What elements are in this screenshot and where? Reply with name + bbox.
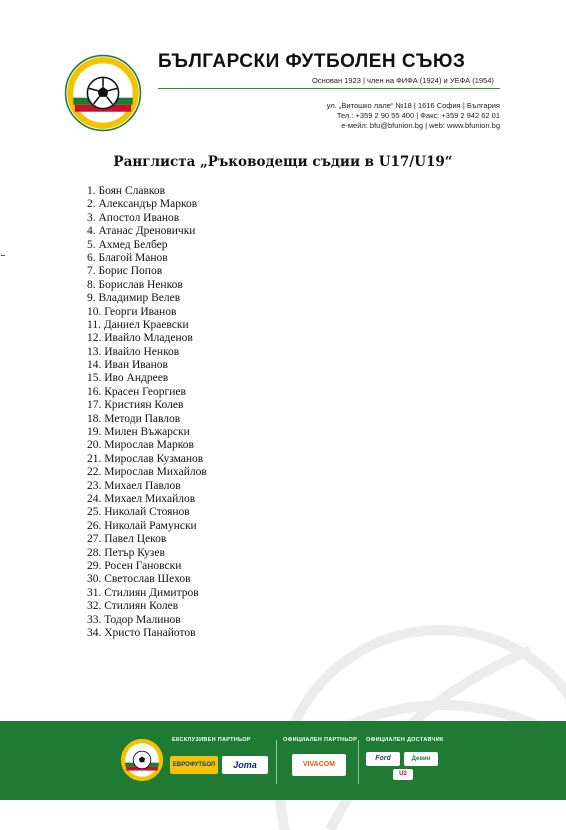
referee-list-item: 1. Боян Славков xyxy=(87,185,166,197)
referee-list-item: 16. Красен Георгиев xyxy=(87,385,186,398)
referee-list xyxy=(87,185,207,640)
email-web-line: е-мейл: bfu@bfunion.bg | web: www.bfunion.bg xyxy=(341,121,500,130)
referee-list-item: 13. Ивайло Ненков xyxy=(87,345,180,358)
referee-list-item: 17. Кристиян Колев xyxy=(87,399,184,412)
referee-list-item: 12. Ивайло Младенов xyxy=(87,332,193,345)
referee-list-item: 33. Тодор Малинов xyxy=(87,613,181,626)
bfu-logo xyxy=(64,54,142,132)
referee-list-item: 3. Апостол Иванов xyxy=(87,211,180,224)
referee-list-item: 4. Атанас Дреновички xyxy=(87,225,196,238)
joma-logo: Joma xyxy=(222,756,268,774)
referee-list-item: 24. Михаел Михайлов xyxy=(87,492,196,505)
phone-line: Тел.: +359 2 90 55 400 | Факс: +359 2 942 62 01 xyxy=(336,111,500,120)
footer-band xyxy=(0,721,566,800)
footer-bfu-logo xyxy=(120,738,164,782)
u2-logo: U2 xyxy=(393,769,413,780)
referee-list-item: 26. Николай Рамунски xyxy=(87,519,197,532)
referee-list-item: 19. Милен Въжарски xyxy=(87,426,190,439)
referee-list-item: 11. Даниел Краевски xyxy=(87,318,189,331)
founded-line: Основан 1923 | член на ФИФА (1924) и УЕФА (1954) xyxy=(312,76,494,85)
devin-logo: Девин xyxy=(404,752,438,766)
referee-list-item: 9. Владимир Велев xyxy=(87,292,181,305)
document-title: Ранглиста „Ръководещи съдии в U17/U19“ xyxy=(113,154,453,170)
referee-list-item: 8. Борислав Ненков xyxy=(87,278,183,291)
referee-list-item: 21. Мирослав Кузманов xyxy=(87,452,204,465)
referee-list-item: 27. Павел Цеков xyxy=(87,533,167,546)
official-supplier-label: ОФИЦИАЛЕН ДОСТАВЧИК xyxy=(366,737,444,743)
referee-list-item: 31. Стилиян Димитров xyxy=(87,586,199,599)
referee-list-item: 22. Мирослав Михайлов xyxy=(87,466,207,479)
referee-list-item: 10. Георги Иванов xyxy=(87,305,177,318)
vivacom-logo: VIVACOM xyxy=(292,754,346,776)
referee-list-item: 14. Иван Иванов xyxy=(87,359,168,372)
margin-mark xyxy=(1,255,5,256)
referee-list-item: 29. Росен Гановски xyxy=(87,559,182,572)
eurofutbol-logo: ЕВРОФУТБОЛ xyxy=(170,756,218,774)
ford-logo: Ford xyxy=(366,752,400,766)
referee-list-item: 32. Стилиян Колев xyxy=(87,600,179,613)
footer-divider-1 xyxy=(276,740,277,784)
exclusive-partner-label: ЕКСКЛУЗИВЕН ПАРТНЬОР xyxy=(172,737,251,743)
referee-list-item: 15. Иво Андреев xyxy=(87,372,169,385)
referee-list-item: 5. Ахмед Белбер xyxy=(87,238,168,251)
referee-list-item: 20. Мирослав Марков xyxy=(87,439,194,452)
referee-list-item: 25. Николай Стоянов xyxy=(87,506,190,519)
referee-list-item: 6. Благой Манов xyxy=(87,251,168,264)
referee-list-item: 28. Петър Кузев xyxy=(87,546,165,559)
address-line: ул. „Витошко лале“ №18 | 1616 София | България xyxy=(326,101,500,110)
referee-list-item: 23. Михаел Павлов xyxy=(87,479,181,492)
referee-list-item: 7. Борис Попов xyxy=(87,265,163,278)
org-name: БЪЛГАРСКИ ФУТБОЛЕН СЪЮЗ xyxy=(158,51,466,72)
footer-divider-2 xyxy=(358,740,359,784)
referee-list-item: 18. Методи Павлов xyxy=(87,412,181,425)
official-partner-label: ОФИЦИАЛЕН ПАРТНЬОР xyxy=(283,737,358,743)
referee-list-item: 30. Светослав Шехов xyxy=(87,573,191,586)
header-divider xyxy=(158,88,500,89)
referee-list-item: 2. Александър Марков xyxy=(87,198,198,211)
referee-list-item: 34. Христо Панайотов xyxy=(87,626,196,639)
